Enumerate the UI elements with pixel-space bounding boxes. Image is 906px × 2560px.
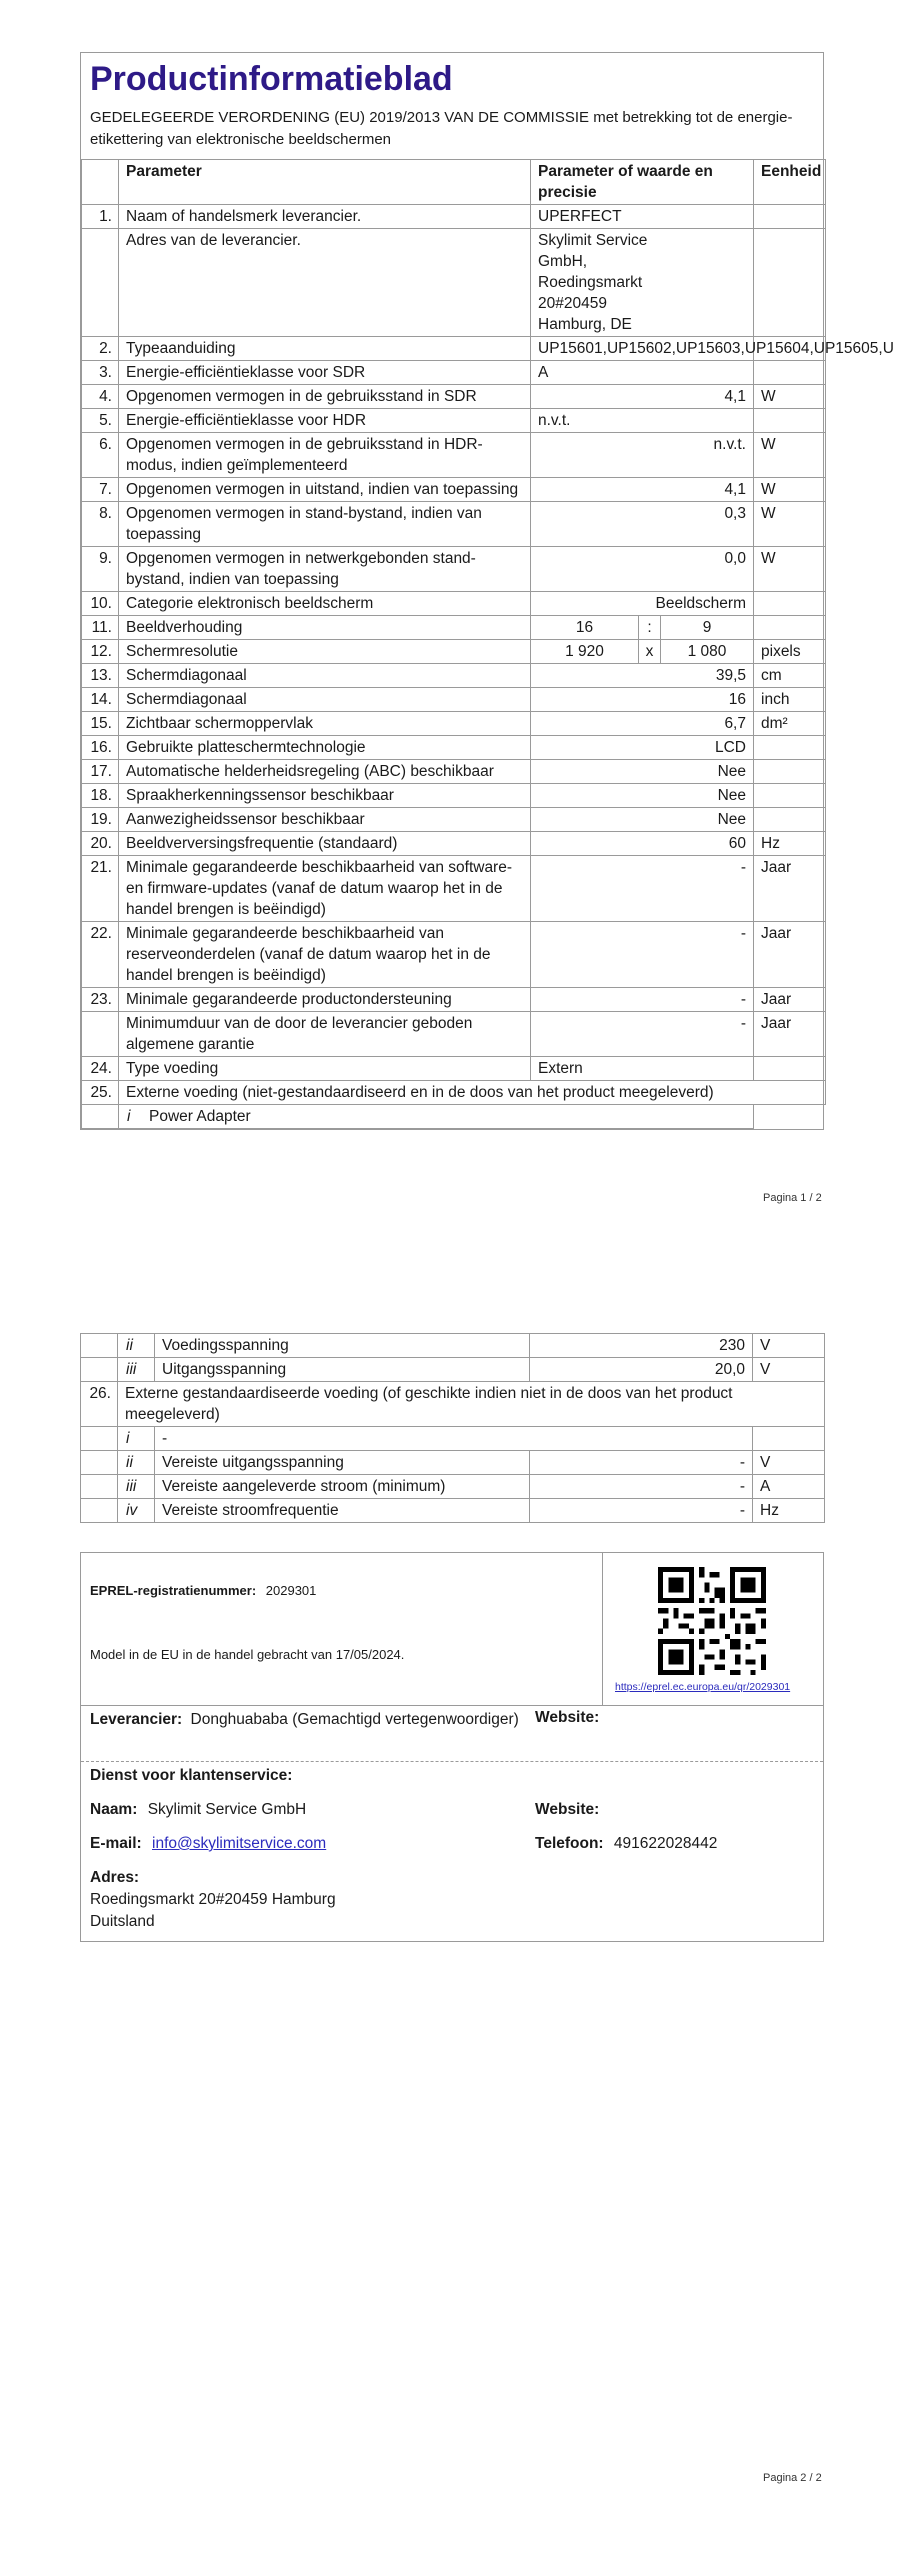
eprel-section bbox=[81, 1553, 823, 1706]
table-row bbox=[82, 409, 826, 433]
row-label: Minimale gegarandeerde beschikbaarheid van software- en firmware-updates (vanaf de datum waarop het in de handel brengen is beëindigd) bbox=[119, 856, 531, 922]
row-label: Minimale gegarandeerde beschikbaarheid van reserveonderdelen (vanaf de datum waarop het in de handel brengen is beëindigd) bbox=[119, 922, 531, 988]
table-row bbox=[82, 856, 826, 922]
row-value: LCD bbox=[531, 736, 754, 760]
row-label: Categorie elektronisch beeldscherm bbox=[119, 592, 531, 616]
service-email-label: E-mail: bbox=[90, 1835, 142, 1852]
table-row bbox=[82, 205, 826, 229]
row-unit: pixels bbox=[754, 640, 826, 664]
model-placed-on-market-text: Model in de EU in de handel gebracht van 17/05/2024. bbox=[90, 1647, 405, 1662]
row-value-separator: : bbox=[639, 616, 661, 640]
row-value: - bbox=[531, 988, 754, 1012]
row-label: Vereiste aangeleverde stroom (minimum) bbox=[155, 1475, 530, 1499]
row-label: Energie-efficiëntieklasse voor SDR bbox=[119, 361, 531, 385]
row-unit: W bbox=[754, 547, 826, 592]
row-unit bbox=[754, 760, 826, 784]
row-value-separator: x bbox=[639, 640, 661, 664]
product-info-sheet-page-1 bbox=[80, 52, 894, 1130]
row-unit: Jaar bbox=[754, 922, 826, 988]
row-label: Zichtbaar schermoppervlak bbox=[119, 712, 531, 736]
row-number: 20. bbox=[82, 832, 119, 856]
row-value: Skylimit Service GmbH, Roedingsmarkt 20#20459 Hamburg, DE bbox=[531, 229, 754, 337]
row-number: 8. bbox=[82, 502, 119, 547]
table-row bbox=[82, 736, 826, 760]
row-number: 4. bbox=[82, 385, 119, 409]
row-number: 14. bbox=[82, 688, 119, 712]
service-name: Skylimit Service GmbH bbox=[147, 1801, 307, 1818]
row-number bbox=[82, 1105, 119, 1129]
row-value-right: 9 bbox=[661, 616, 754, 640]
registration-and-contact-box bbox=[80, 1552, 824, 1942]
row-label: Spraakherkenningssensor beschikbaar bbox=[119, 784, 531, 808]
regulation-subtitle: GEDELEGEERDE VERORDENING (EU) 2019/2013 VAN DE COMMISSIE met betrekking tot de energie-etikettering van elektronische beeldschermen bbox=[90, 109, 793, 148]
parameter-table bbox=[81, 159, 894, 1129]
row-value: Nee bbox=[531, 808, 754, 832]
row-unit: W bbox=[754, 385, 826, 409]
customer-service-heading: Dienst voor klantenservice: bbox=[90, 1767, 293, 1784]
table-row bbox=[82, 688, 826, 712]
row-subitem: ii bbox=[118, 1334, 155, 1358]
table-row bbox=[82, 592, 826, 616]
row-label: Type voeding bbox=[119, 1057, 531, 1081]
row-value: - bbox=[531, 856, 754, 922]
service-address-line-2: Duitsland bbox=[90, 1913, 155, 1930]
table-row bbox=[81, 1499, 825, 1523]
row-label: Adres van de leverancier. bbox=[119, 229, 531, 337]
table-row bbox=[81, 1382, 825, 1427]
row-value: Nee bbox=[531, 760, 754, 784]
row-label: Opgenomen vermogen in stand-bystand, indien van toepassing bbox=[119, 502, 531, 547]
row-value: - bbox=[531, 1012, 754, 1057]
row-label: Schermdiagonaal bbox=[119, 664, 531, 688]
row-number: 23. bbox=[82, 988, 119, 1012]
row-number: 3. bbox=[82, 361, 119, 385]
row-value: Nee bbox=[531, 784, 754, 808]
row-value-left: 1 920 bbox=[531, 640, 639, 664]
row-value: 0,0 bbox=[531, 547, 754, 592]
supplier-name: Donghuababa (Gemachtigd vertegenwoordiger) bbox=[190, 1711, 519, 1728]
header-unit: Eenheid bbox=[754, 160, 826, 205]
row-value: 6,7 bbox=[531, 712, 754, 736]
row-unit bbox=[754, 1057, 826, 1081]
row-value: UP15601,UP15602,UP15603,UP15604,UP15605,U bbox=[531, 337, 754, 361]
row-number: 6. bbox=[82, 433, 119, 478]
table-row bbox=[81, 1334, 825, 1358]
table-row bbox=[82, 922, 826, 988]
row-value: - bbox=[531, 922, 754, 988]
parameter-table-continued bbox=[80, 1333, 825, 1523]
table-row bbox=[82, 712, 826, 736]
table-row bbox=[81, 1427, 825, 1451]
table-row bbox=[82, 229, 826, 337]
row-label: Opgenomen vermogen in netwerkgebonden stand-bystand, indien van toepassing bbox=[119, 547, 531, 592]
row-number bbox=[81, 1427, 118, 1451]
row-label: Schermdiagonaal bbox=[119, 688, 531, 712]
row-label: Opgenomen vermogen in de gebruiksstand in SDR bbox=[119, 385, 531, 409]
row-value: 16 bbox=[531, 688, 754, 712]
row-label: Beeldverhouding bbox=[119, 616, 531, 640]
row-number: 12. bbox=[82, 640, 119, 664]
row-number: 13. bbox=[82, 664, 119, 688]
row-label: Opgenomen vermogen in uitstand, indien van toepassing bbox=[119, 478, 531, 502]
table-row bbox=[82, 547, 826, 592]
table-row bbox=[81, 1475, 825, 1499]
row-number: 24. bbox=[82, 1057, 119, 1081]
table-row bbox=[82, 808, 826, 832]
row-number: 5. bbox=[82, 409, 119, 433]
row-value: Extern bbox=[531, 1057, 754, 1081]
table-row bbox=[82, 784, 826, 808]
row-unit: inch bbox=[754, 688, 826, 712]
row-value: 60 bbox=[531, 832, 754, 856]
row-unit bbox=[754, 784, 826, 808]
row-number: 18. bbox=[82, 784, 119, 808]
page-number-1: Pagina 1 / 2 bbox=[763, 1192, 822, 1204]
supplier-website-label: Website: bbox=[535, 1709, 600, 1726]
row-number: 11. bbox=[82, 616, 119, 640]
row-unit: Jaar bbox=[754, 856, 826, 922]
supplier-label: Leverancier: bbox=[90, 1711, 183, 1728]
row-unit bbox=[754, 205, 826, 229]
row-value: - bbox=[530, 1475, 753, 1499]
service-phone-label: Telefoon: bbox=[535, 1835, 604, 1852]
row-label bbox=[119, 1105, 754, 1129]
service-address-line-1: Roedingsmarkt 20#20459 Hamburg bbox=[90, 1891, 336, 1908]
row-label: Vereiste stroomfrequentie bbox=[155, 1499, 530, 1523]
row-subitem: i bbox=[127, 1108, 131, 1125]
table-row bbox=[81, 1451, 825, 1475]
row-value: 20,0 bbox=[530, 1358, 753, 1382]
row-label: Voedingsspanning bbox=[155, 1334, 530, 1358]
row-value: 39,5 bbox=[531, 664, 754, 688]
row-number: 15. bbox=[82, 712, 119, 736]
row-number: 25. bbox=[82, 1081, 119, 1105]
row-label: Uitgangsspanning bbox=[155, 1358, 530, 1382]
table-row bbox=[81, 1358, 825, 1382]
product-info-sheet-page-2 bbox=[80, 1333, 824, 1523]
row-label: Gebruikte platteschermtechnologie bbox=[119, 736, 531, 760]
row-unit: W bbox=[754, 433, 826, 478]
service-name-label: Naam: bbox=[90, 1801, 138, 1818]
row-unit: Hz bbox=[753, 1499, 825, 1523]
row-number bbox=[81, 1451, 118, 1475]
table-row bbox=[82, 640, 826, 664]
row-label: Externe gestandaardiseerde voeding (of geschikte indien niet in de doos van het product meegeleverd) bbox=[118, 1382, 825, 1427]
row-subitem: ii bbox=[118, 1451, 155, 1475]
row-label-text: Power Adapter bbox=[149, 1108, 251, 1125]
row-number: 10. bbox=[82, 592, 119, 616]
row-label: Vereiste uitgangsspanning bbox=[155, 1451, 530, 1475]
row-unit bbox=[754, 808, 826, 832]
row-number: 21. bbox=[82, 856, 119, 922]
row-label: Schermresolutie bbox=[119, 640, 531, 664]
row-label: Energie-efficiëntieklasse voor HDR bbox=[119, 409, 531, 433]
row-unit bbox=[753, 1427, 825, 1451]
table-row bbox=[82, 664, 826, 688]
customer-service-section bbox=[81, 1761, 823, 1941]
qr-code-icon bbox=[658, 1567, 766, 1675]
table-row bbox=[82, 361, 826, 385]
row-number bbox=[81, 1334, 118, 1358]
table-row bbox=[82, 1105, 826, 1129]
row-number bbox=[81, 1358, 118, 1382]
row-unit: dm² bbox=[754, 712, 826, 736]
row-label: Aanwezigheidssensor beschikbaar bbox=[119, 808, 531, 832]
row-unit: W bbox=[754, 478, 826, 502]
table-row bbox=[82, 832, 826, 856]
service-phone: 491622028442 bbox=[613, 1835, 718, 1852]
row-unit bbox=[754, 229, 826, 337]
row-number: 22. bbox=[82, 922, 119, 988]
row-number: 1. bbox=[82, 205, 119, 229]
row-value: 4,1 bbox=[531, 385, 754, 409]
eprel-label: EPREL-registratienummer: bbox=[90, 1583, 257, 1598]
table-row bbox=[82, 1081, 826, 1105]
row-value: 0,3 bbox=[531, 502, 754, 547]
row-label: Opgenomen vermogen in de gebruiksstand in HDR-modus, indien geïmplementeerd bbox=[119, 433, 531, 478]
row-unit: V bbox=[753, 1358, 825, 1382]
row-unit: Jaar bbox=[754, 1012, 826, 1057]
row-unit bbox=[754, 616, 826, 640]
table-row bbox=[82, 433, 826, 478]
row-unit: V bbox=[753, 1451, 825, 1475]
row-unit: Jaar bbox=[754, 988, 826, 1012]
row-value-right: 1 080 bbox=[661, 640, 754, 664]
row-unit: Hz bbox=[754, 832, 826, 856]
row-label: Minimale gegarandeerde productondersteuning bbox=[119, 988, 531, 1012]
header-parameter: Parameter bbox=[119, 160, 531, 205]
row-value: 230 bbox=[530, 1334, 753, 1358]
row-label: Typeaanduiding bbox=[119, 337, 531, 361]
table-header-row bbox=[82, 160, 826, 205]
table-row bbox=[82, 760, 826, 784]
row-label: Externe voeding (niet-gestandaardiseerd en in de doos van het product meegeleverd) bbox=[119, 1081, 826, 1105]
eprel-number: 2029301 bbox=[265, 1583, 317, 1598]
row-label: Minimumduur van de door de leverancier geboden algemene garantie bbox=[119, 1012, 531, 1057]
qr-section bbox=[602, 1553, 824, 1705]
row-value: UPERFECT bbox=[531, 205, 754, 229]
row-value: A bbox=[531, 361, 754, 385]
row-number bbox=[81, 1499, 118, 1523]
row-label: Naam of handelsmerk leverancier. bbox=[119, 205, 531, 229]
row-subitem: iv bbox=[118, 1499, 155, 1523]
row-unit bbox=[754, 409, 826, 433]
row-unit bbox=[754, 592, 826, 616]
table-row bbox=[82, 337, 826, 361]
row-value: - bbox=[530, 1451, 753, 1475]
row-number bbox=[82, 229, 119, 337]
row-value: n.v.t. bbox=[531, 409, 754, 433]
row-subitem: iii bbox=[118, 1358, 155, 1382]
row-value: Beeldscherm bbox=[531, 592, 754, 616]
table-row bbox=[82, 988, 826, 1012]
table-row bbox=[82, 478, 826, 502]
row-unit: V bbox=[753, 1334, 825, 1358]
row-number: 16. bbox=[82, 736, 119, 760]
service-email-link[interactable]: info@skylimitservice.com bbox=[152, 1835, 327, 1852]
row-unit bbox=[754, 736, 826, 760]
row-number bbox=[81, 1475, 118, 1499]
table-row bbox=[82, 616, 826, 640]
row-number: 19. bbox=[82, 808, 119, 832]
row-number: 26. bbox=[81, 1382, 118, 1427]
row-value-left: 16 bbox=[531, 616, 639, 640]
eprel-qr-link[interactable]: https://eprel.ec.europa.eu/qr/2029301 bbox=[615, 1681, 791, 1693]
row-label: Beeldverversingsfrequentie (standaard) bbox=[119, 832, 531, 856]
table-row bbox=[82, 385, 826, 409]
row-value: - bbox=[530, 1499, 753, 1523]
row-unit: A bbox=[753, 1475, 825, 1499]
page-number-2: Pagina 2 / 2 bbox=[763, 2472, 822, 2484]
table-row bbox=[82, 1012, 826, 1057]
row-number bbox=[82, 1012, 119, 1057]
supplier-section bbox=[81, 1705, 823, 1762]
row-label: - bbox=[155, 1427, 753, 1451]
table-row bbox=[82, 502, 826, 547]
service-website-label: Website: bbox=[535, 1801, 600, 1818]
header-value: Parameter of waarde en precisie bbox=[531, 160, 754, 205]
row-number: 2. bbox=[82, 337, 119, 361]
table-row bbox=[82, 1057, 826, 1081]
row-value: 4,1 bbox=[531, 478, 754, 502]
row-subitem: i bbox=[118, 1427, 155, 1451]
service-address-label: Adres: bbox=[90, 1869, 140, 1886]
row-label: Automatische helderheidsregeling (ABC) beschikbaar bbox=[119, 760, 531, 784]
row-value: n.v.t. bbox=[531, 433, 754, 478]
row-unit: W bbox=[754, 502, 826, 547]
row-number: 9. bbox=[82, 547, 119, 592]
row-unit bbox=[754, 361, 826, 385]
row-number: 17. bbox=[82, 760, 119, 784]
row-number: 7. bbox=[82, 478, 119, 502]
row-unit: cm bbox=[754, 664, 826, 688]
page-title: Productinformatieblad bbox=[90, 60, 453, 98]
row-subitem: iii bbox=[118, 1475, 155, 1499]
